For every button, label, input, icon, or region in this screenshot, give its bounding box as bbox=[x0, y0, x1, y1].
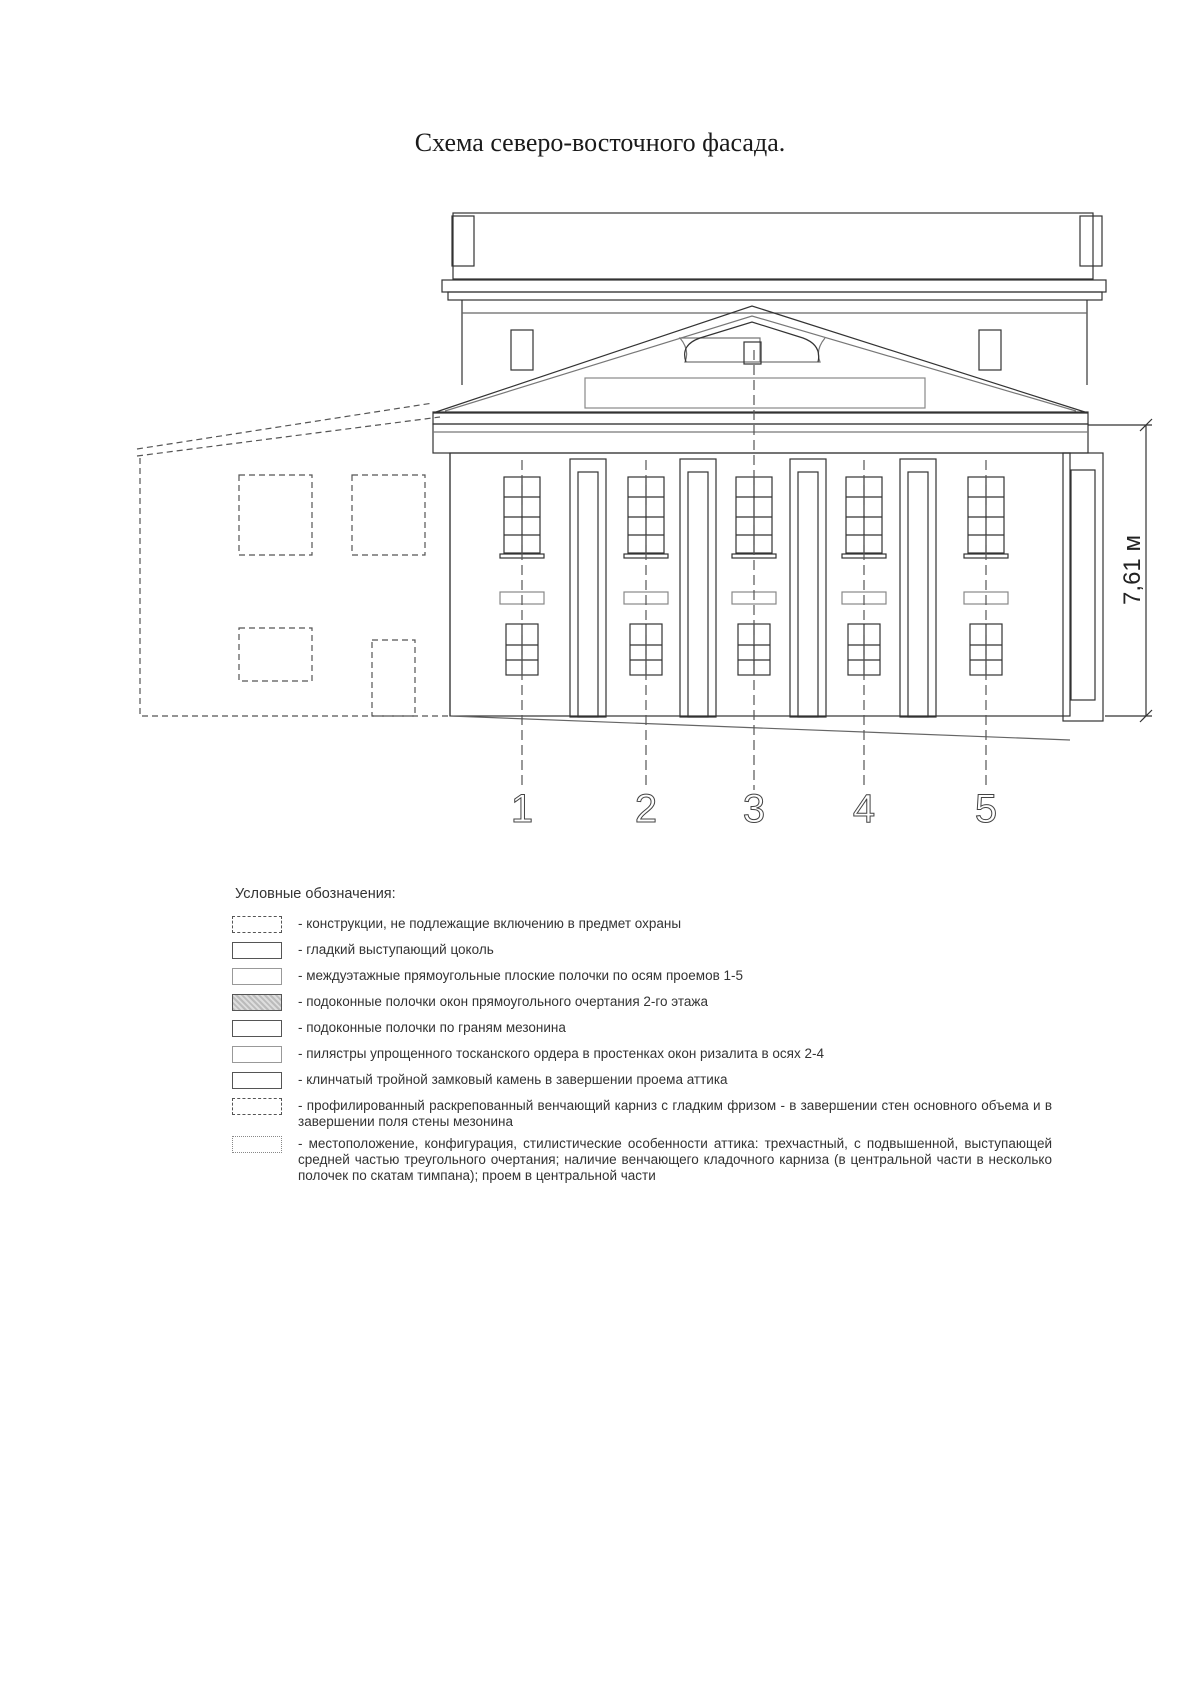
legend-item bbox=[232, 916, 1052, 942]
legend-item bbox=[232, 1046, 1052, 1072]
mezzanine-window-right bbox=[979, 330, 1001, 370]
main-cornice bbox=[433, 412, 1088, 424]
legend-text: - подоконные полочки окон прямоугольного очертания 2-го этажа bbox=[298, 994, 708, 1009]
legend-text: - конструкции, не подлежащие включению в предмет охраны bbox=[298, 916, 682, 931]
axis-label-5: 5 bbox=[974, 787, 998, 831]
left-annex bbox=[137, 403, 450, 716]
axis-label-1: 1 bbox=[510, 787, 534, 831]
mezzanine-cornice-lower bbox=[448, 292, 1102, 300]
legend-swatch bbox=[232, 994, 282, 1011]
legend-item bbox=[232, 942, 1052, 968]
legend-text: - пилястры упрощенного тосканского ордера в простенках окон ризалита в осях 2-4 bbox=[298, 1046, 824, 1061]
pilasters bbox=[570, 453, 1103, 721]
legend-swatch bbox=[232, 942, 282, 959]
page-title: Схема северо-восточного фасада. bbox=[414, 128, 786, 157]
legend-item bbox=[232, 968, 1052, 994]
attic-keystone bbox=[744, 342, 761, 364]
legend-item bbox=[232, 1020, 1052, 1046]
mezzanine-window-left bbox=[511, 330, 533, 370]
axis-label-4: 4 bbox=[852, 787, 876, 831]
legend-item bbox=[232, 994, 1052, 1020]
legend-text: - подоконные полочки по граням мезонина bbox=[298, 1020, 566, 1035]
legend-swatch bbox=[232, 1020, 282, 1037]
frieze bbox=[433, 424, 1088, 453]
legend-item bbox=[232, 1098, 1052, 1136]
legend-text: - междуэтажные прямоугольные плоские полочки по осям проемов 1-5 bbox=[298, 968, 744, 983]
legend bbox=[232, 916, 1052, 1190]
axis-label-3: 3 bbox=[742, 787, 766, 831]
legend-swatch bbox=[232, 916, 282, 933]
mezzanine-cornice bbox=[442, 280, 1106, 292]
legend-swatch bbox=[232, 1136, 282, 1153]
chimney-right bbox=[1080, 216, 1102, 266]
legend-text: - клинчатый тройной замковый камень в завершении проема аттика bbox=[298, 1072, 728, 1087]
legend-swatch bbox=[232, 968, 282, 985]
axis-lines bbox=[522, 350, 986, 790]
dimension-label: 7,61 м bbox=[1119, 535, 1146, 605]
axis-label-2: 2 bbox=[634, 787, 658, 831]
legend-text: - местоположение, конфигурация, стилистические особенности аттика: трехчастный, с подвышенной, выступающей средней частью треугольного очертания; наличие венчающего кладочного карниза (в центральной части в несколько полочек по скатам тимпана); проем в центральной части bbox=[298, 1136, 1052, 1183]
legend-item bbox=[232, 1136, 1052, 1190]
legend-text: - гладкий выступающий цоколь bbox=[298, 942, 494, 957]
chimney-left bbox=[452, 216, 474, 266]
legend-item bbox=[232, 1072, 1052, 1098]
legend-text: - профилированный раскрепованный венчающий карниз с гладким фризом - в завершении стен основного объема и в завершении поля стены мезонина bbox=[298, 1098, 1052, 1129]
legend-swatch bbox=[232, 1072, 282, 1089]
mezzanine-wall bbox=[453, 213, 1093, 279]
legend-heading: Условные обозначения: bbox=[235, 886, 396, 902]
main-wall bbox=[450, 453, 1070, 716]
legend-swatch bbox=[232, 1098, 282, 1115]
legend-swatch bbox=[232, 1046, 282, 1063]
